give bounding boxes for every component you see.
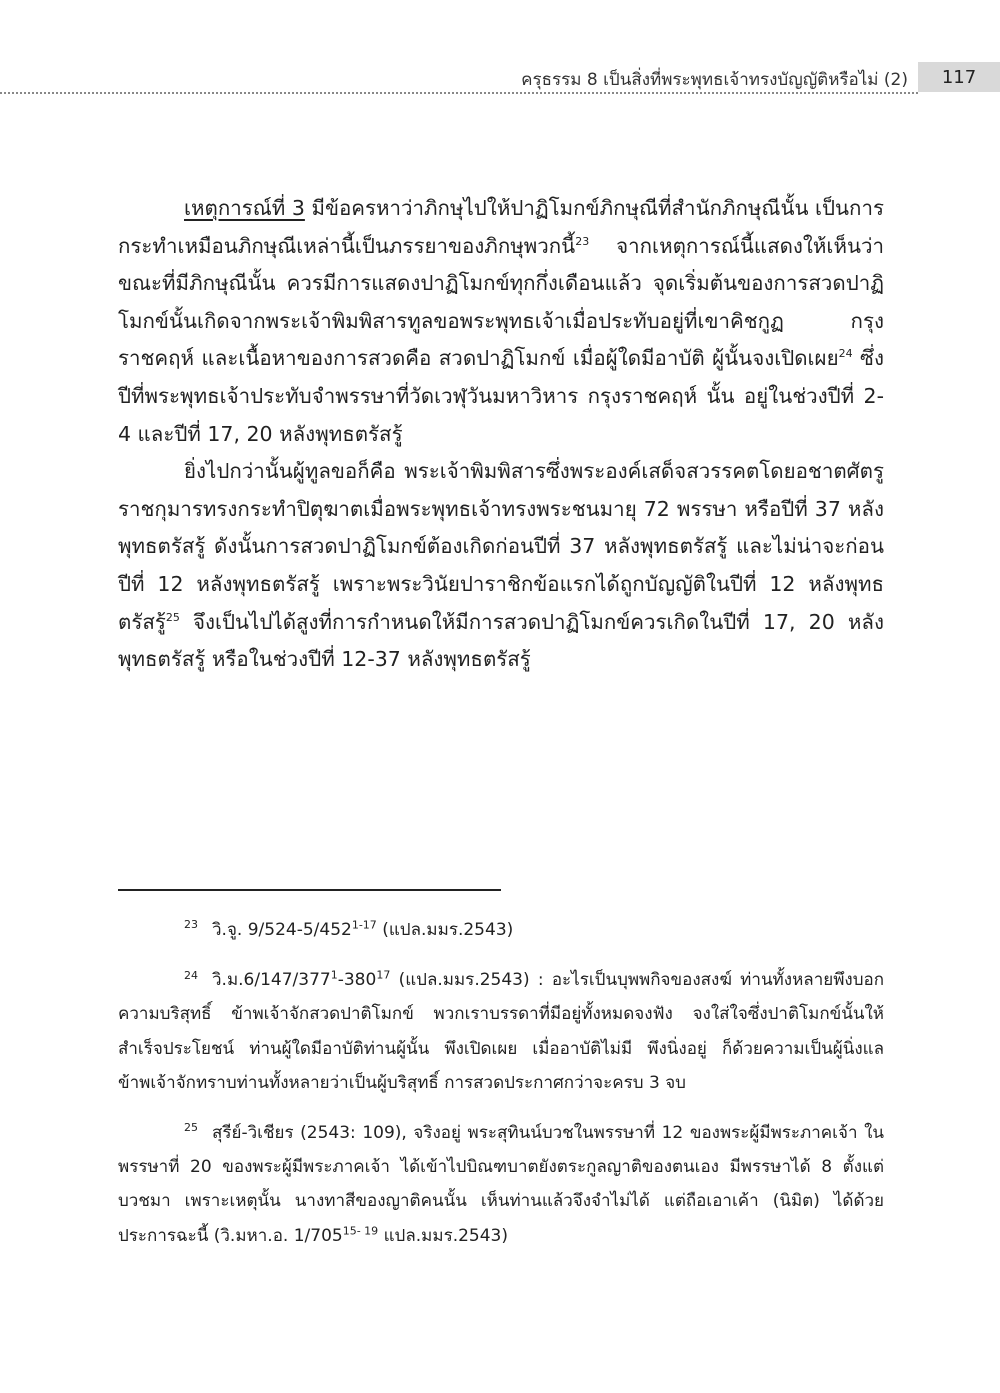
paragraph-2	[118, 453, 884, 679]
footnote-number: 23	[184, 918, 198, 932]
paragraph-text: ยิ่งไปกว่านั้นผู้ทูลขอก็คือ พระเจ้าพิมพิสารซึ่งพระองค์เสด็จสวรรคตโดยอชาตศัตรูราชกุมารทรงกระทำปิตุฆาตเมื่อพระพุทธเจ้าทรงพระชนมายุ 72 พรรษา หรือปีที่ 37 หลังพุทธตรัสรู้ ดังนั้นการสวดปาฏิโมกข์ต้องเกิดก่อนปีที่ 37 หลังพุทธตรัสรู้ และไม่น่าจะก่อนปีที่ 12 หลังพุทธตรัสรู้ เพราะพระวินัยปาราชิกข้อแรกได้ถูกบัญญัติในปีที่ 12 หลังพุทธตรัสรู้	[118, 459, 884, 634]
footnote-23	[118, 913, 884, 947]
paragraph-text: มีข้อครหาว่าภิกษุไปให้ปาฏิโมกข์ภิกษุณีที่สำนักภิกษุณีนั้น เป็นการกระทำเหมือนภิกษุณีเหล่านี้เป็นภรรยาของภิกษุพวกนี้	[118, 196, 884, 258]
page-number: 117	[918, 62, 1000, 92]
footnote-ref[interactable]: 25	[165, 610, 180, 624]
footnote-24	[118, 963, 884, 1100]
running-header-title: ครุธรรม 8 เป็นสิ่งที่พระพุทธเจ้าทรงบัญญัติหรือไม่ (2)	[521, 70, 908, 90]
paragraph-1	[118, 190, 884, 453]
paragraph-text: จึงเป็นไปได้สูงที่การกำหนดให้มีการสวดปาฏิโมกข์ควรเกิดในปีที่ 17, 20 หลังพุทธตรัสรู้ หรือในช่วงปีที่ 12-37 หลังพุทธตรัสรู้	[118, 609, 884, 672]
footnote-superscript: 1	[330, 968, 338, 982]
footnote-ref[interactable]: 23	[575, 234, 590, 248]
footnote-number: 25	[184, 1121, 198, 1135]
paragraph-text: ซึ่งปีที่พระพุทธเจ้าประทับจำพรรษาที่วัดเวฬุวันมหาวิหาร กรุงราชคฤห์ นั้น อยู่ในช่วงปีที่ 2-4 และปีที่ 17, 20 หลังพุทธตรัสรู้	[118, 346, 884, 446]
footnote-25	[118, 1116, 884, 1253]
footnote-superscript: 15- 19	[342, 1223, 379, 1237]
footnote-superscript: 1-17	[351, 918, 377, 932]
footnote-number: 24	[184, 968, 198, 982]
main-body	[118, 190, 884, 679]
footnote-text: แปล.มมร.2543)	[378, 1225, 509, 1246]
footnote-superscript: 17	[376, 968, 391, 982]
footnote-text: (แปล.มมร.2543) : อะไรเป็นบุพพกิจของสงฆ์ ท่านทั้งหลายพึงบอกความบริสุทธิ์ ข้าพเจ้าจักสวดปาติโมกข์ พวกเราบรรดาที่มีอยู่ทั้งหมดจงฟัง จงใส่ใจซึ่งปาติโมกข์นั้นให้สำเร็จประโยชน์ ท่านผู้ใดมีอาบัติท่านผู้นั้น พึงเปิดเผย เมื่ออาบัติไม่มี พึงนิ่งอยู่ ก็ด้วยความเป็นผู้นิ่งแล ข้าพเจ้าจักทราบท่านทั้งหลายว่าเป็นผู้บริสุทธิ์ การสวดประกาศกว่าจะครบ 3 จบ	[118, 970, 884, 1093]
event-label: เหตุการณ์ที่ 3	[184, 196, 305, 220]
footnote-ref[interactable]: 24	[838, 347, 853, 361]
paragraph-text: จากเหตุการณ์นี้แสดงให้เห็นว่า ขณะที่มีภิกษุณีนั้น ควรมีการแสดงปาฏิโมกข์ทุกกึ่งเดือนแล้ว จุดเริ่มต้นของการสวดปาฏิโมกข์นั้นเกิดจากพระเจ้าพิมพิสารทูลขอพระพุทธเจ้าเมื่อประทับอยู่ที่เขาคิชกูฏ กรุงราชคฤห์ และเนื้อหาของการสวดคือ สวดปาฏิโมกข์ เมื่อผู้ใดมีอาบัติ ผู้นั้นจงเปิดเผย	[118, 233, 884, 371]
footnote-text: (แปล.มมร.2543)	[376, 920, 514, 940]
footnote-text: สุรีย์-วิเชียร (2543: 109), จริงอยู่ พระสุทินน์บวชในพรรษาที่ 12 ของพระผู้มีพระภาคเจ้า ในพรรษาที่ 20 ของพระผู้มีพระภาคเจ้า ได้เข้าไปบิณฑบาตยังตระกูลญาติของตนเอง มีพรรษาได้ 8 ตั้งแต่บวชมา เพราะเหตุนั้น นางทาสีของญาติคนนั้น เห็นท่านแล้วจึงจำไม่ได้ แต่ถือเอาเค้า (นิมิต) ได้ด้วยประการฉะนี้ (วิ.มหา.อ. 1/705	[118, 1123, 884, 1246]
footnote-text: วิ.จู. 9/524-5/452	[212, 920, 352, 940]
footnote-separator	[118, 889, 501, 891]
footnotes	[118, 913, 884, 1269]
header-dotted-rule	[0, 92, 918, 94]
footnote-text: -380	[337, 970, 377, 991]
footnote-text: วิ.ม.6/147/377	[212, 970, 331, 991]
running-header	[0, 62, 1000, 94]
